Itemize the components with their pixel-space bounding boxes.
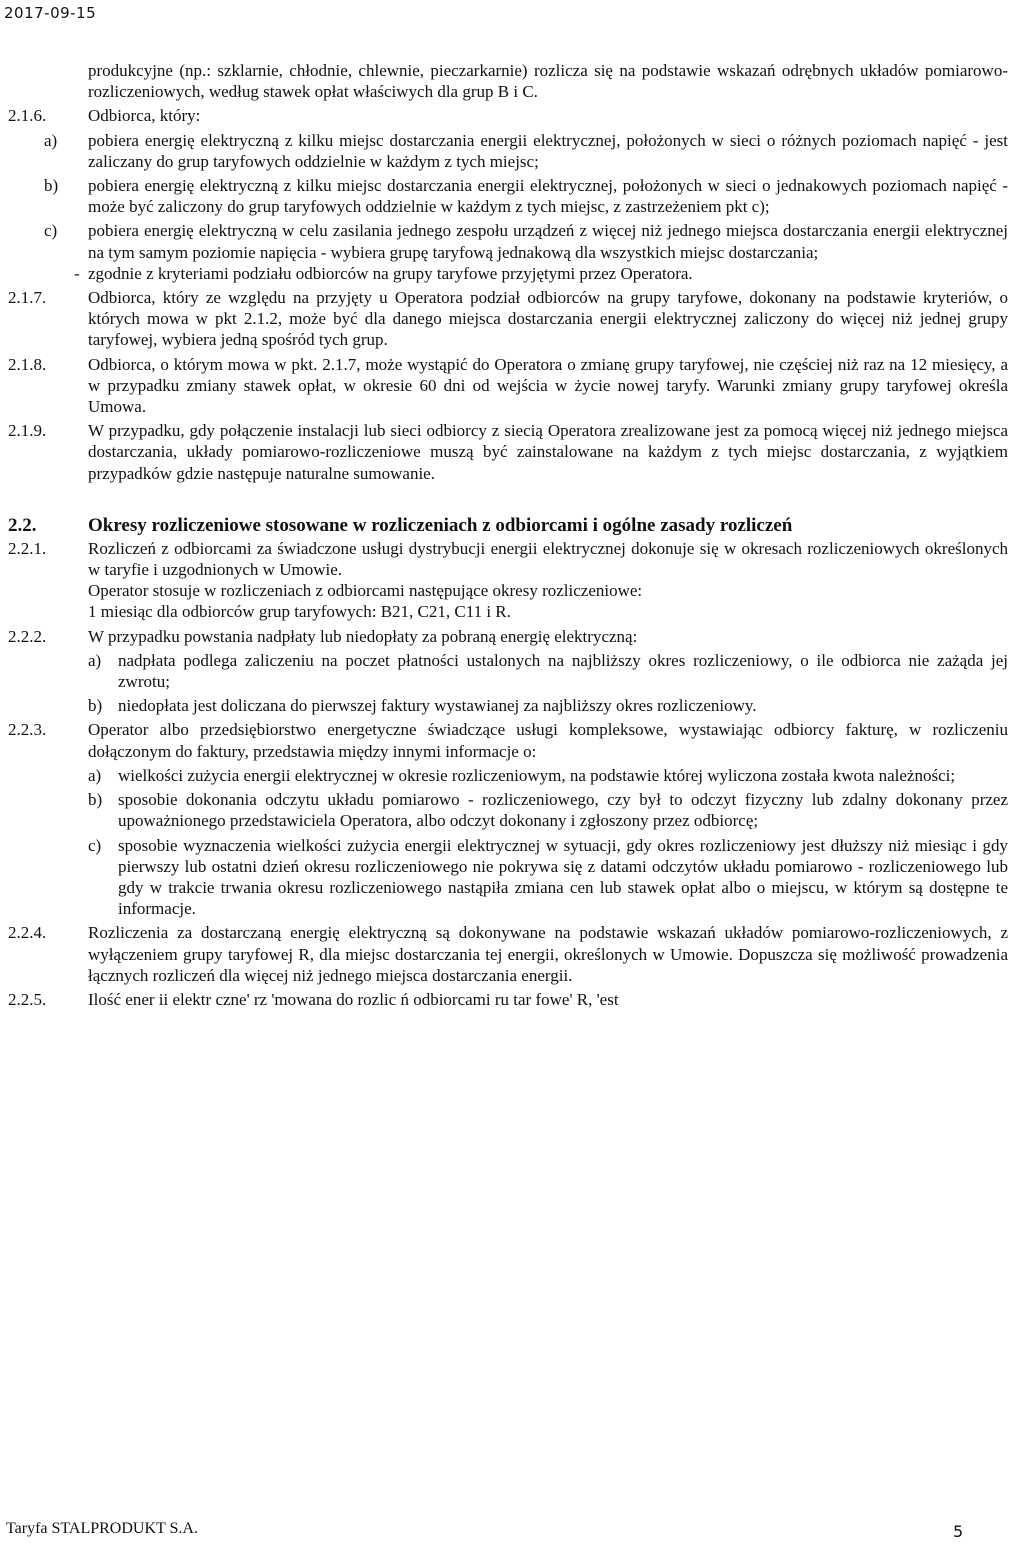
section-text: Rozliczeń z odbiorcami za świadczone usługi dystrybucji energii elektrycznej dokonuje się w okresach rozliczeniowych określonych w taryfie i uzgodnionych w Umowie.	[88, 538, 1008, 580]
section-text: Rozliczenia za dostarczaną energię elektryczną są dokonywane na podstawie wskazań układów pomiarowo-rozliczeniowych, z wyłączeniem grupy taryfowej R, dla miejsc dostarczania tej energii, określonych w Umowie. Dopuszcza się możliwość prowadzenia łącznych rozliczeń dla więcej niż jednego miejsca dostarczania energii.	[88, 923, 1008, 985]
list-item-text: nadpłata podlega zaliczeniu na poczet płatności ustalonych na najbliższy okres rozliczeniowy, o ile odbiorca nie zażąda jej zwrotu;	[118, 650, 1008, 692]
list-item-text: pobiera energię elektryczną w celu zasilania jednego zespołu urządzeń z więcej niż jednego miejsca dostarczania energii elektrycznej na tym samym poziomie napięcia - wybiera grupę taryfową jednakową dla wszystkich miejsc dostarczania;	[88, 221, 1008, 262]
list-item-text: niedopłata jest doliczana do pierwszej faktury wystawianej za najbliższy okres rozliczeniowy.	[118, 696, 757, 716]
section-2-1-7	[0, 287, 1024, 351]
footer-document-title: Taryfa STALPRODUKT S.A.	[6, 1520, 198, 1537]
paragraph: produkcyjne (np.: szklarnie, chłodnie, chlewnie, pieczarkarnie) rozlicza się na podstawie wskazań odrębnych układów pomiarowo-rozliczeniowych, według stawek opłat właściwych dla grup B i C.	[88, 61, 1008, 102]
list-item	[0, 175, 1024, 217]
section-2-1-6	[0, 105, 1024, 126]
dash-marker: -	[74, 263, 80, 283]
heading-text: Okresy rozliczeniowe stosowane w rozliczeniach z odbiorcami i ogólne zasady rozliczeń	[88, 514, 793, 536]
section-text: Operator albo przedsiębiorstwo energetyczne świadczące usługi kompleksowe, wystawiając odbiorcy fakturę, w rozliczeniu dołączonym do faktury, przedstawia między innymi informacje o:	[88, 720, 1008, 761]
list-item	[0, 130, 1024, 172]
section-number: 2.2.3.	[8, 720, 47, 740]
list-marker: b)	[88, 696, 103, 716]
section-number: 2.2.5.	[8, 989, 47, 1009]
section-number: 2.2.4.	[8, 923, 47, 943]
list-item-text: sposobie wyznaczenia wielkości zużycia energii elektrycznej w sytuacji, gdy okres rozliczeniowy jest dłuższy niż miesiąc i gdy pierwszy lub ostatni dzień okresu rozliczeniowego nie pokrywa się z datami odczytów układu pomiarowo - rozliczeniowego lub gdy w trakcie trwania okresu rozliczeniowego nastąpiła zmiana cen lub stawek opłat albo o miejscu, w którym są dostępne te informacje.	[118, 835, 1008, 919]
section-number: 2.1.6.	[8, 106, 47, 126]
list-marker: a)	[44, 130, 58, 150]
section-number: 2.2.2.	[8, 626, 47, 646]
section-number: 2.2.1.	[8, 538, 47, 558]
section-text: W przypadku powstania nadpłaty lub niedopłaty za pobraną energię elektryczną:	[88, 626, 638, 646]
list-item	[0, 765, 1024, 786]
list-item	[0, 220, 1024, 262]
list-item-text: pobiera energię elektryczną z kilku miejsc dostarczania energii elektrycznej, położonych w sieci o różnych poziomach napięć - jest zaliczany do grup taryfowych oddzielnie w każdym z tych miejsc;	[88, 130, 1008, 171]
list-marker: b)	[88, 790, 103, 810]
paragraph: 1 miesiąc dla odbiorców grup taryfowych: B21, C21, C11 i R.	[88, 602, 511, 622]
section-number: 2.1.9.	[8, 421, 47, 441]
section-2-2-1	[0, 538, 1024, 580]
section-text: Ilość ener ii elektr czne' rz 'mowana do rozlic ń odbiorcami ru tar fowe' R, 'est	[88, 989, 619, 1009]
section-text: Odbiorca, który ze względu na przyjęty u Operatora podział odbiorców na grupy taryfowe, dokonany na podstawie kryteriów, o których mowa w pkt 2.1.2, może być dla danego miejsca dostarczania energii elektrycznej zaliczony do więcej niż jednej grupy taryfowej, wybiera jedną spośród tych grup.	[88, 288, 1008, 350]
list-marker: a)	[88, 765, 102, 785]
list-marker: a)	[88, 650, 102, 670]
section-2-1-9	[0, 420, 1024, 484]
page-number: 5	[953, 1522, 964, 1541]
list-marker: b)	[44, 176, 59, 196]
dash-item	[0, 263, 1024, 284]
document-body	[0, 60, 1024, 1010]
document-date: 2017-09-15	[4, 4, 97, 22]
paragraph: Operator stosuje w rozliczeniach z odbiorcami następujące okresy rozliczeniowe:	[88, 581, 643, 601]
section-number: 2.1.7.	[8, 288, 47, 308]
list-item	[0, 695, 1024, 716]
list-item-text: pobiera energię elektryczną z kilku miejsc dostarczania energii elektrycznej, położonych w sieci o jednakowych poziomach napięć - może być zaliczony do grup taryfowych oddzielnie w każdym z tych miejsc, z zastrzeżeniem pkt c);	[88, 176, 1008, 217]
section-text: W przypadku, gdy połączenie instalacji lub sieci odbiorcy z siecią Operatora zrealizowane jest za pomocą więcej niż jednego miejsca dostarczania, układy pomiarowo-rozliczeniowe muszą być zainstalowane na każdym z tych miejsc dostarczania, z wyjątkiem przypadków gdzie następuje naturalne sumowanie.	[88, 421, 1008, 483]
section-heading-2-2	[0, 514, 1024, 538]
dash-item-text: zgodnie z kryteriami podziału odbiorców na grupy taryfowe przyjętymi przez Operatora.	[88, 263, 693, 283]
section-text: Odbiorca, który:	[88, 106, 201, 126]
section-2-2-5	[0, 989, 1024, 1010]
list-item	[0, 835, 1024, 920]
list-marker: c)	[44, 221, 58, 241]
list-marker: c)	[88, 835, 102, 855]
list-item-text: wielkości zużycia energii elektrycznej w okresie rozliczeniowym, na podstawie której wyliczona została kwota należności;	[118, 765, 956, 785]
section-text: Odbiorca, o którym mowa w pkt. 2.1.7, może wystąpić do Operatora o zmianę grupy taryfowej, nie częściej niż raz na 12 miesięcy, a w przypadku zmiany stawek opłat, w okresie 60 dni od wejścia w życie nowej taryfy. Warunki zmiany grupy taryfowej określa Umowa.	[88, 354, 1008, 417]
section-2-1-8	[0, 354, 1024, 418]
list-item-text: sposobie dokonania odczytu układu pomiarowo - rozliczeniowego, czy był to odczyt fizyczny lub zdalny dokonany przez upoważnionego przedstawiciela Operatora, albo odczyt dokonany i zgłoszony przez odbiorcę;	[118, 790, 1008, 831]
section-2-2-3	[0, 719, 1024, 761]
section-2-2-4	[0, 922, 1024, 986]
list-item	[0, 650, 1024, 692]
list-item	[0, 789, 1024, 831]
heading-number: 2.2.	[8, 514, 37, 536]
section-2-2-2	[0, 626, 1024, 647]
section-number: 2.1.8.	[8, 354, 47, 374]
